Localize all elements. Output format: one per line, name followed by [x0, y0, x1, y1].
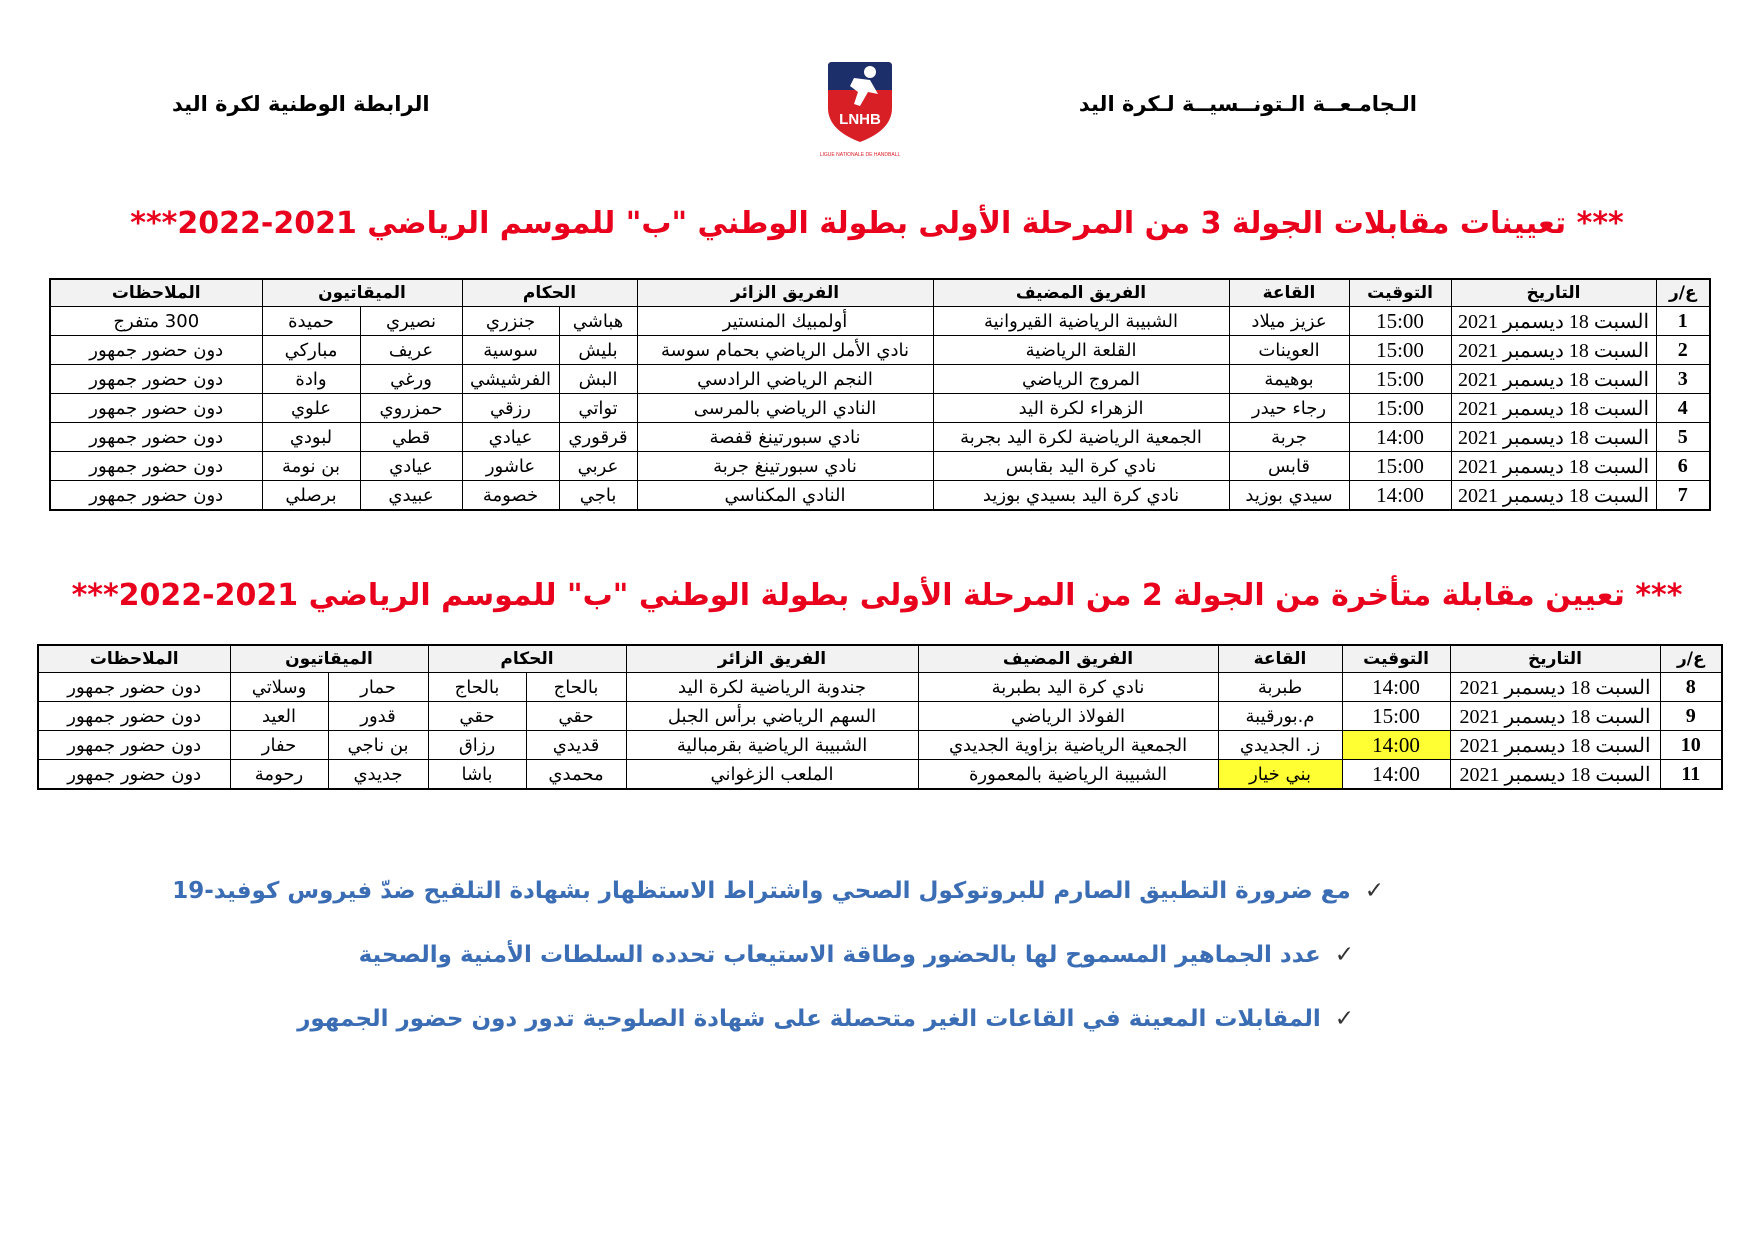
cell-timekeeper-2: لبودي: [262, 423, 360, 452]
col-home: الفريق المضيف: [918, 645, 1218, 673]
cell-home: الفولاذ الرياضي: [918, 702, 1218, 731]
cell-notes: دون حضور جمهور: [38, 673, 230, 702]
cell-num: 8: [1660, 673, 1722, 702]
cell-timekeeper-1: جديدي: [328, 760, 428, 790]
cell-timekeeper-1: عيادي: [360, 452, 462, 481]
cell-notes: دون حضور جمهور: [50, 452, 262, 481]
cell-venue: جربة: [1229, 423, 1349, 452]
note-text: المقابلات المعينة في القاعات الغير متحصلة على شهادة الصلوحية تدور دون حضور الجمهور: [297, 1006, 1321, 1032]
cell-timekeeper-2: مباركي: [262, 336, 360, 365]
cell-notes: دون حضور جمهور: [50, 336, 262, 365]
cell-referee-1: قرقوري: [559, 423, 637, 452]
cell-date: السبت 18 ديسمبر 2021: [1451, 452, 1656, 481]
col-date: التاريخ: [1451, 279, 1656, 307]
federation-name: الـجامـعــة الـتونــسيــة لـكرة اليد: [1078, 92, 1417, 116]
cell-referee-2: رزقي: [462, 394, 559, 423]
cell-notes: دون حضور جمهور: [50, 394, 262, 423]
cell-timekeeper-2: العيد: [230, 702, 328, 731]
cell-referee-1: عربي: [559, 452, 637, 481]
cell-referee-1: محمدي: [526, 760, 626, 790]
cell-home: الجمعية الرياضية بزاوية الجديدي: [918, 731, 1218, 760]
cell-timekeeper-1: قطي: [360, 423, 462, 452]
col-referees: الحكام: [462, 279, 637, 307]
check-icon: ✓: [1334, 1006, 1354, 1032]
cell-notes: دون حضور جمهور: [50, 481, 262, 511]
cell-referee-1: باجي: [559, 481, 637, 511]
table-header-row: [50, 279, 1710, 307]
cell-away: النادي المكناسي: [637, 481, 933, 511]
section2-title: *** تعيين مقابلة متأخرة من الجولة 2 من المرحلة الأولى بطولة الوطني "ب" للموسم الرياضي 2021-2022***: [71, 578, 1683, 613]
cell-home: الشبيبة الرياضية القيروانية: [933, 307, 1229, 336]
cell-referee-2: عاشور: [462, 452, 559, 481]
cell-venue: ز. الجديدي: [1218, 731, 1342, 760]
cell-num: 4: [1656, 394, 1710, 423]
col-date: التاريخ: [1450, 645, 1660, 673]
col-num: ع/ر: [1656, 279, 1710, 307]
logo-subtitle: LIGUE NATIONALE DE HANDBALL: [819, 152, 901, 158]
cell-time: 15:00: [1342, 702, 1450, 731]
cell-timekeeper-2: رحومة: [230, 760, 328, 790]
cell-home: نادي كرة اليد بطبربة: [918, 673, 1218, 702]
cell-venue: م.بورقيبة: [1218, 702, 1342, 731]
table-row: [38, 702, 1722, 731]
cell-num: 3: [1656, 365, 1710, 394]
cell-venue: بني خيار: [1218, 760, 1342, 790]
note-item: [359, 942, 1354, 968]
cell-date: السبت 18 ديسمبر 2021: [1450, 673, 1660, 702]
cell-referee-2: جنزري: [462, 307, 559, 336]
cell-referee-2: رزاق: [428, 731, 526, 760]
note-item: [297, 1006, 1354, 1032]
section1-title: *** تعيينات مقابلات الجولة 3 من المرحلة الأولى بطولة الوطني "ب" للموسم الرياضي 2021-2022***: [130, 206, 1624, 241]
table-row: [38, 673, 1722, 702]
table-row: [50, 336, 1710, 365]
col-time: التوقيت: [1349, 279, 1451, 307]
cell-away: الملعب الزغواني: [626, 760, 918, 790]
col-time: التوقيت: [1342, 645, 1450, 673]
table-row: [50, 394, 1710, 423]
cell-date: السبت 18 ديسمبر 2021: [1451, 336, 1656, 365]
cell-num: 11: [1660, 760, 1722, 790]
col-venue: القاعة: [1218, 645, 1342, 673]
cell-date: السبت 18 ديسمبر 2021: [1450, 731, 1660, 760]
cell-time: 14:00: [1342, 673, 1450, 702]
cell-referee-1: بالحاج: [526, 673, 626, 702]
cell-time: 15:00: [1349, 365, 1451, 394]
col-timekeepers: الميقاتيون: [262, 279, 462, 307]
cell-venue: بوهيمة: [1229, 365, 1349, 394]
cell-time: 15:00: [1349, 336, 1451, 365]
cell-num: 1: [1656, 307, 1710, 336]
cell-home: الجمعية الرياضية لكرة اليد بجربة: [933, 423, 1229, 452]
cell-home: نادي كرة اليد بقابس: [933, 452, 1229, 481]
cell-referee-1: بليش: [559, 336, 637, 365]
cell-away: الشبيبة الرياضية بقرمبالية: [626, 731, 918, 760]
cell-notes: دون حضور جمهور: [50, 423, 262, 452]
table-row: [50, 423, 1710, 452]
cell-timekeeper-2: بن نومة: [262, 452, 360, 481]
cell-time: 15:00: [1349, 452, 1451, 481]
cell-time: 15:00: [1349, 307, 1451, 336]
cell-time: 14:00: [1349, 423, 1451, 452]
cell-venue: عزيز ميلاد: [1229, 307, 1349, 336]
cell-timekeeper-1: عريف: [360, 336, 462, 365]
cell-num: 10: [1660, 731, 1722, 760]
cell-timekeeper-1: بن ناجي: [328, 731, 428, 760]
table-row: [50, 307, 1710, 336]
cell-home: الزهراء لكرة اليد: [933, 394, 1229, 423]
cell-date: السبت 18 ديسمبر 2021: [1451, 365, 1656, 394]
cell-timekeeper-2: وسلاتي: [230, 673, 328, 702]
cell-referee-1: هباشي: [559, 307, 637, 336]
col-away: الفريق الزائر: [626, 645, 918, 673]
col-num: ع/ر: [1660, 645, 1722, 673]
note-text: مع ضرورة التطبيق الصارم للبروتوكول الصحي واشتراط الاستظهار بشهادة التلقيح ضدّ فيروس كوفيد-19: [172, 878, 1351, 904]
schedule-table-postponed: [37, 644, 1723, 790]
cell-date: السبت 18 ديسمبر 2021: [1451, 394, 1656, 423]
cell-referee-1: قديدي: [526, 731, 626, 760]
cell-away: جندوبة الرياضية لكرة اليد: [626, 673, 918, 702]
cell-timekeeper-1: ورغي: [360, 365, 462, 394]
cell-timekeeper-1: نصيري: [360, 307, 462, 336]
cell-date: السبت 18 ديسمبر 2021: [1450, 760, 1660, 790]
table-row: [50, 452, 1710, 481]
cell-away: النجم الرياضي الرادسي: [637, 365, 933, 394]
cell-referee-2: باشا: [428, 760, 526, 790]
cell-notes: دون حضور جمهور: [50, 365, 262, 394]
table-row: [50, 481, 1710, 511]
league-name: الرابطة الوطنية لكرة اليد: [172, 92, 430, 116]
col-timekeepers: الميقاتيون: [230, 645, 428, 673]
cell-venue: طبربة: [1218, 673, 1342, 702]
cell-referee-2: الفرشيشي: [462, 365, 559, 394]
table-row: [38, 731, 1722, 760]
col-referees: الحكام: [428, 645, 626, 673]
cell-date: السبت 18 ديسمبر 2021: [1451, 307, 1656, 336]
cell-timekeeper-2: وادة: [262, 365, 360, 394]
cell-timekeeper-1: حمزروي: [360, 394, 462, 423]
check-icon: ✓: [1334, 942, 1354, 968]
cell-time: 14:00: [1342, 760, 1450, 790]
cell-referee-1: تواتي: [559, 394, 637, 423]
cell-referee-2: بالحاج: [428, 673, 526, 702]
cell-notes: دون حضور جمهور: [38, 760, 230, 790]
cell-home: القلعة الرياضية: [933, 336, 1229, 365]
cell-away: أولمبيك المنستير: [637, 307, 933, 336]
note-text: عدد الجماهير المسموح لها بالحضور وطاقة الاستيعاب تحدده السلطات الأمنية والصحية: [358, 942, 1321, 968]
cell-timekeeper-2: حميدة: [262, 307, 360, 336]
cell-referee-2: عيادي: [462, 423, 559, 452]
cell-referee-2: خصومة: [462, 481, 559, 511]
cell-away: النادي الرياضي بالمرسى: [637, 394, 933, 423]
cell-home: الشبيبة الرياضية بالمعمورة: [918, 760, 1218, 790]
cell-away: نادي الأمل الرياضي بحمام سوسة: [637, 336, 933, 365]
cell-timekeeper-2: حفار: [230, 731, 328, 760]
col-venue: القاعة: [1229, 279, 1349, 307]
cell-timekeeper-1: عبيدي: [360, 481, 462, 511]
note-item: [172, 878, 1384, 904]
table-row: [38, 760, 1722, 790]
cell-venue: رجاء حيدر: [1229, 394, 1349, 423]
cell-time: 15:00: [1349, 394, 1451, 423]
cell-num: 2: [1656, 336, 1710, 365]
cell-num: 7: [1656, 481, 1710, 511]
cell-notes: دون حضور جمهور: [38, 731, 230, 760]
cell-home: نادي كرة اليد بسيدي بوزيد: [933, 481, 1229, 511]
cell-date: السبت 18 ديسمبر 2021: [1451, 481, 1656, 511]
cell-timekeeper-1: قدور: [328, 702, 428, 731]
col-notes: الملاحظات: [38, 645, 230, 673]
cell-timekeeper-1: حمار: [328, 673, 428, 702]
cell-referee-2: حقي: [428, 702, 526, 731]
cell-venue: سيدي بوزيد: [1229, 481, 1349, 511]
cell-venue: العوينات: [1229, 336, 1349, 365]
cell-referee-2: سوسية: [462, 336, 559, 365]
cell-num: 6: [1656, 452, 1710, 481]
cell-venue: قابس: [1229, 452, 1349, 481]
col-home: الفريق المضيف: [933, 279, 1229, 307]
cell-date: السبت 18 ديسمبر 2021: [1451, 423, 1656, 452]
cell-time: 14:00: [1342, 731, 1450, 760]
logo-text: LNHB: [839, 111, 881, 128]
check-icon: ✓: [1364, 878, 1384, 904]
cell-num: 5: [1656, 423, 1710, 452]
cell-date: السبت 18 ديسمبر 2021: [1450, 702, 1660, 731]
cell-away: نادي سبورتينغ جربة: [637, 452, 933, 481]
table-header-row: [38, 645, 1722, 673]
lnhb-logo: [810, 50, 910, 160]
cell-home: المروج الرياضي: [933, 365, 1229, 394]
cell-referee-1: البش: [559, 365, 637, 394]
col-notes: الملاحظات: [50, 279, 262, 307]
cell-away: السهم الرياضي برأس الجبل: [626, 702, 918, 731]
cell-time: 14:00: [1349, 481, 1451, 511]
cell-timekeeper-2: علوي: [262, 394, 360, 423]
cell-notes: دون حضور جمهور: [38, 702, 230, 731]
cell-timekeeper-2: برصلي: [262, 481, 360, 511]
cell-referee-1: حقي: [526, 702, 626, 731]
table-row: [50, 365, 1710, 394]
schedule-table-round3: [49, 278, 1711, 511]
cell-away: نادي سبورتينغ قفصة: [637, 423, 933, 452]
cell-num: 9: [1660, 702, 1722, 731]
cell-notes: 300 متفرج: [50, 307, 262, 336]
col-away: الفريق الزائر: [637, 279, 933, 307]
